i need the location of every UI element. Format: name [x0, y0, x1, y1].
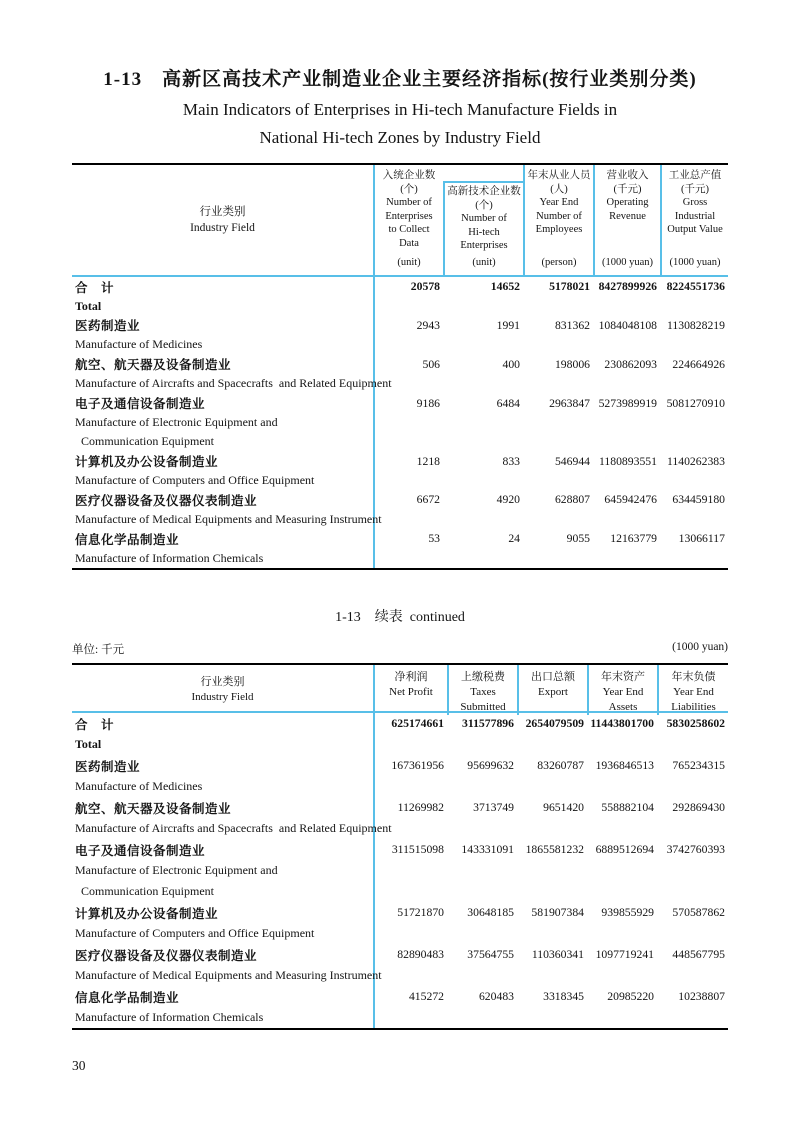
column-header-line: 净利润	[394, 671, 428, 683]
column-header-line: Enterprises	[385, 210, 433, 222]
column-header	[523, 165, 593, 275]
industry-label-en: Communication Equipment	[72, 881, 375, 902]
industry-label-zh: 合 计	[72, 713, 375, 734]
column-header-line: Enterprises	[460, 240, 508, 252]
industry-label-en: Manufacture of Medicines	[72, 776, 375, 797]
cell-value: 143331091	[461, 843, 514, 856]
cell-value: 628807	[554, 493, 590, 507]
cell-value: 9651420	[543, 801, 584, 814]
table-row	[72, 797, 728, 818]
table-row	[72, 944, 728, 965]
column-header-unit: (unit)	[397, 257, 421, 269]
cell-value: 1084048108	[598, 318, 657, 332]
unit-label-right: (1000 yuan)	[672, 641, 728, 653]
page-number: 30	[72, 1058, 86, 1073]
cell-value: 620483	[478, 990, 514, 1003]
column-header	[447, 665, 517, 715]
cell-value: 1936846513	[595, 759, 654, 772]
cell-value: 558882104	[601, 801, 654, 814]
table-row-en	[72, 1007, 728, 1028]
column-header-unit: (unit)	[472, 257, 496, 269]
cell-value: 20578	[410, 280, 440, 294]
column-header-line: 年末负债	[671, 671, 716, 683]
cell-value: 645942476	[604, 493, 657, 507]
column-header	[375, 665, 447, 715]
cell-value: 1180893551	[598, 454, 657, 468]
table-row-en	[72, 471, 728, 490]
industry-label-en: Manufacture of Medical Equipments and Measuring Instrument	[72, 510, 375, 529]
continued-table-title: 1-13 续表 continued	[335, 610, 465, 625]
cell-value: 37564755	[467, 948, 514, 961]
cell-value: 831362	[554, 318, 590, 332]
table-row-en	[72, 548, 728, 567]
cell-value: 5178021	[549, 280, 590, 294]
cell-value: 546944	[554, 454, 590, 468]
column-header-line: (人)	[550, 183, 568, 195]
column-header	[587, 665, 657, 715]
column-header-line: Submitted	[460, 701, 506, 713]
cell-value: 11269982	[397, 801, 444, 814]
table-row	[72, 755, 728, 776]
industry-field-header	[72, 165, 375, 275]
cell-value: 2943	[416, 318, 440, 332]
industry-label-en: Total	[72, 296, 375, 315]
cell-value: 400	[502, 357, 520, 371]
industry-field-header-en: Industry Field	[190, 222, 255, 234]
table-row	[72, 355, 728, 374]
cell-value: 13066117	[678, 532, 725, 546]
page-title-en-line2: National Hi-tech Zones by Industry Field	[259, 128, 541, 147]
table-row-en	[72, 923, 728, 944]
cell-value: 9055	[566, 532, 590, 546]
industry-label-zh: 医药制造业	[72, 316, 375, 335]
table-row-en	[72, 734, 728, 755]
table-row-en	[72, 335, 728, 354]
column-header-line: 高新技术企业数	[447, 186, 521, 197]
industry-label-en: Manufacture of Electronic Equipment and	[72, 413, 375, 432]
cell-value: 12163779	[610, 532, 657, 546]
cell-value: 83260787	[537, 759, 584, 772]
cell-value: 10238807	[678, 990, 725, 1003]
cell-value: 634459180	[672, 493, 725, 507]
cell-value: 6484	[496, 396, 520, 410]
column-header-line: 工业总产值	[668, 170, 722, 181]
cell-value: 1097719241	[595, 948, 654, 961]
column-header-line: Taxes	[470, 686, 496, 698]
column-header-line: to Collect	[388, 224, 430, 236]
cell-value: 30648185	[467, 906, 514, 919]
industry-label-en: Manufacture of Aircrafts and Spacecrafts and Related Equipment	[72, 374, 375, 393]
column-header-line: Year End	[602, 686, 644, 698]
column-header-line: (千元)	[681, 183, 709, 195]
industry-label-zh: 计算机及办公设备制造业	[72, 452, 375, 471]
column-header-line: Year End	[673, 686, 714, 698]
table-row	[72, 452, 728, 471]
column-header-unit: (1000 yuan)	[601, 257, 654, 269]
column-header-line: 年末从业人员	[527, 170, 591, 181]
cell-value: 110360341	[531, 948, 584, 961]
cell-value: 95699632	[467, 759, 514, 772]
industry-label-zh: 航空、航天器及设备制造业	[72, 797, 375, 818]
table-row-en	[72, 881, 728, 902]
industry-field-header-zh: 行业类别	[200, 676, 245, 688]
column-header	[375, 165, 443, 275]
industry-label-en: Manufacture of Aircrafts and Spacecrafts and Related Equipment	[72, 818, 375, 839]
table1-body	[72, 277, 728, 570]
industry-label-zh: 医药制造业	[72, 755, 375, 776]
column-header	[657, 665, 728, 715]
cell-value: 8224551736	[666, 280, 725, 294]
cell-value: 765234315	[672, 759, 725, 772]
cell-value: 311577896	[462, 717, 514, 730]
industry-label-zh: 医疗仪器设备及仪器仪表制造业	[72, 944, 375, 965]
cell-value: 939855929	[601, 906, 654, 919]
column-header	[660, 165, 728, 275]
column-header-line: Number of	[536, 210, 582, 222]
industry-label-en: Manufacture of Medical Equipments and Measuring Instrument	[72, 965, 375, 986]
column-header	[517, 665, 587, 715]
column-header	[443, 181, 523, 275]
column-header-line: Industrial	[674, 210, 716, 222]
column-header-line: Hi-tech	[468, 226, 500, 238]
cell-value: 570587862	[672, 906, 725, 919]
industry-field-header	[72, 665, 375, 715]
cell-value: 2963847	[549, 396, 590, 410]
table1-header-row	[72, 163, 728, 277]
cell-value: 311515098	[391, 843, 444, 856]
column-header-line: (千元)	[613, 183, 642, 195]
cell-value: 1130828219	[666, 318, 725, 332]
column-header-line: (个)	[400, 183, 418, 195]
cell-value: 14652	[490, 280, 520, 294]
cell-value: 53	[428, 532, 440, 546]
cell-value: 8427899926	[598, 280, 657, 294]
column-header-line: Number of	[386, 197, 432, 209]
main-indicators-table	[72, 163, 728, 570]
page-title-en-line1: Main Indicators of Enterprises in Hi-tech Manufacture Fields in	[182, 100, 618, 119]
industry-label-en: Manufacture of Information Chemicals	[72, 548, 375, 567]
cell-value: 415272	[408, 990, 444, 1003]
cell-value: 24	[508, 532, 520, 546]
column-header-line: Number of	[461, 213, 507, 225]
column-header-line: Year End	[539, 197, 579, 209]
table-row-en	[72, 374, 728, 393]
industry-label-zh: 航空、航天器及设备制造业	[72, 355, 375, 374]
column-header-line: 营业收入	[606, 170, 649, 181]
industry-label-zh: 电子及通信设备制造业	[72, 839, 375, 860]
cell-value: 506	[422, 357, 440, 371]
table-row	[72, 986, 728, 1007]
column-header-unit: (1000 yuan)	[669, 257, 721, 269]
industry-label-en: Manufacture of Computers and Office Equipment	[72, 923, 375, 944]
cell-value: 581907384	[531, 906, 584, 919]
column-header-line: 上缴税费	[461, 671, 505, 683]
column-header-line: Liabilities	[671, 701, 716, 713]
cell-value: 20985220	[607, 990, 654, 1003]
page-title-zh: 1-13 高新区高技术产业制造业企业主要经济指标(按行业类别分类)	[103, 69, 697, 90]
cell-value: 448567795	[672, 948, 725, 961]
table2-body	[72, 713, 728, 1030]
column-header-line: Output Value	[667, 224, 723, 236]
table2-header-row	[72, 663, 728, 713]
column-header-line: (个)	[475, 199, 493, 211]
table-row	[72, 713, 728, 734]
cell-value: 230862093	[604, 357, 657, 371]
cell-value: 11443801700	[590, 717, 654, 730]
cell-value: 1140262383	[666, 454, 725, 468]
cell-value: 51721870	[397, 906, 444, 919]
industry-field-header-zh: 行业类别	[199, 206, 246, 218]
table-row-en	[72, 432, 728, 451]
industry-label-zh: 信息化学品制造业	[72, 529, 375, 548]
industry-label-zh: 信息化学品制造业	[72, 986, 375, 1007]
industry-field-header-en: Industry Field	[191, 691, 254, 703]
column-header-line: 年末资产	[601, 671, 645, 683]
table-row	[72, 529, 728, 548]
cell-value: 1218	[416, 454, 440, 468]
cell-value: 5830258602	[666, 717, 725, 730]
table-row-en	[72, 965, 728, 986]
table-row-en	[72, 776, 728, 797]
table-row	[72, 277, 728, 296]
column-header-line: Gross	[682, 197, 708, 209]
cell-value: 833	[502, 454, 520, 468]
column-header-line: Export	[538, 686, 568, 698]
industry-label-en: Manufacture of Computers and Office Equipment	[72, 471, 375, 490]
cell-value: 292869430	[672, 801, 725, 814]
column-header-line: Assets	[608, 701, 638, 713]
cell-value: 3742760393	[666, 843, 725, 856]
cell-value: 224664926	[672, 357, 725, 371]
continued-table	[72, 663, 728, 1030]
column-header-line: Employees	[535, 224, 583, 236]
industry-label-en: Manufacture of Medicines	[72, 335, 375, 354]
table-row	[72, 839, 728, 860]
table-row	[72, 902, 728, 923]
unit-label-left: 单位: 千元	[72, 644, 125, 656]
column-header-unit: (person)	[541, 257, 577, 269]
industry-label-zh: 计算机及办公设备制造业	[72, 902, 375, 923]
cell-value: 6889512694	[595, 843, 654, 856]
industry-label-en: Total	[72, 734, 375, 755]
cell-value: 198006	[554, 357, 590, 371]
cell-value: 3713749	[473, 801, 514, 814]
table-row	[72, 393, 728, 412]
cell-value: 4920	[496, 493, 520, 507]
cell-value: 82890483	[397, 948, 444, 961]
cell-value: 9186	[416, 396, 440, 410]
cell-value: 6672	[416, 493, 440, 507]
cell-value: 3318345	[543, 990, 584, 1003]
industry-label-en: Communication Equipment	[72, 432, 375, 451]
column-header-line: Net Profit	[389, 686, 433, 698]
column-header-line: Operating	[606, 197, 649, 209]
column-header	[593, 165, 660, 275]
table-row-en	[72, 860, 728, 881]
table-row-en	[72, 413, 728, 432]
column-header-line: 出口总额	[531, 671, 575, 683]
cell-value: 5273989919	[598, 396, 657, 410]
table-row	[72, 316, 728, 335]
table-row-en	[72, 510, 728, 529]
column-header-line: Revenue	[609, 210, 646, 222]
cell-value: 167361956	[391, 759, 444, 772]
table-row	[72, 490, 728, 509]
cell-value: 1865581232	[525, 843, 584, 856]
column-header-line: Data	[399, 237, 419, 249]
table-row-en	[72, 818, 728, 839]
cell-value: 625174661	[391, 717, 444, 730]
cell-value: 2654079509	[525, 717, 584, 730]
unit-row	[72, 641, 728, 657]
table-row-en	[72, 296, 728, 315]
industry-label-zh: 电子及通信设备制造业	[72, 393, 375, 412]
industry-label-en: Manufacture of Information Chemicals	[72, 1007, 375, 1028]
industry-label-zh: 合 计	[72, 277, 375, 296]
industry-label-zh: 医疗仪器设备及仪器仪表制造业	[72, 490, 375, 509]
cell-value: 1991	[496, 318, 520, 332]
column-header-line: 入统企业数	[382, 170, 436, 181]
cell-value: 5081270910	[666, 396, 725, 410]
industry-label-en: Manufacture of Electronic Equipment and	[72, 860, 375, 881]
